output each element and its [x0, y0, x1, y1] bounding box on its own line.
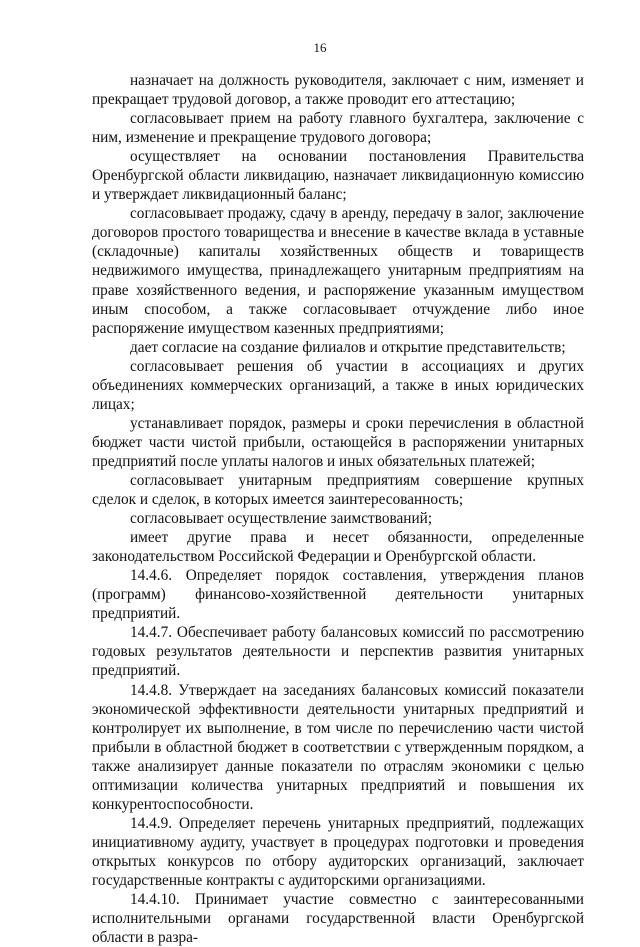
paragraph-branches: дает согласие на создание филиалов и открытие представительств; [130, 338, 566, 356]
paragraph-profit-transfer: устанавливает порядок, размеры и сроки перечисления в областной бюджет части чистой прибыли, остающейся в распоряжении унитарных предприятий после уплаты налогов и иных обязательных платежей; [92, 414, 584, 470]
paragraph-borrowings: согласовывает осуществление заимствований; [130, 510, 433, 528]
paragraph-associations: согласовывает решения об участии в ассоциациях и других объединениях коммерческих организаций, а также в иных юридических лицах; [92, 357, 584, 413]
paragraph-other-rights: имеет другие права и несет обязанности, определенные законодательством Российской Федерации и Оренбургской области. [92, 529, 584, 566]
paragraph-14-4-7: 14.4.7. Обеспечивает работу балансовых комиссий по рассмотрению годовых результатов деятельности и перспектив развития унитарных предприятий. [92, 624, 584, 680]
paragraph-chief-accountant: согласовывает прием на работу главного бухгалтера, заключение с ним, изменение и прекращение трудового договора; [92, 110, 584, 147]
paragraph-14-4-9: 14.4.9. Определяет перечень унитарных предприятий, подлежащих инициативному аудиту, участвует в процедурах подготовки и проведения открытых конкурсов по отбору аудиторских организаций, заключает государственные контракты с аудиторскими организациями. [92, 814, 584, 889]
page-number: 16 [313, 40, 327, 55]
paragraph-14-4-6: 14.4.6. Определяет порядок составления, утверждения планов (программ) финансово-хозяйственной деятельности унитарных предприятий. [92, 567, 584, 623]
paragraph-major-deals: согласовывает унитарным предприятиям совершение крупных сделок и сделок, в которых имеется заинтересованность; [92, 471, 584, 509]
paragraph-liquidation: осуществляет на основании постановления Правительства Оренбургской области ликвидацию, назначает ликвидационную комиссию и утверждает ликвидационный баланс; [92, 148, 584, 204]
paragraph-appoints-director: назначает на должность руководителя, заключает с ним, изменяет и прекращает трудовой договор, а также проводит его аттестацию; [92, 72, 584, 109]
document-body [92, 71, 584, 947]
paragraph-14-4-8: 14.4.8. Утверждает на заседаниях балансовых комиссий показатели экономической эффективности деятельности унитарных предприятий и контролирует их выполнение, в том числе по перечислению части чистой прибыли в областной бюджет в соответствии с утвержденным порядком, а также анализирует данные показатели по отраслям экономики с целью оптимизации количества унитарных предприятий и повышения их конкурентоспособности. [92, 681, 584, 813]
paragraph-property-disposal: согласовывает продажу, сдачу в аренду, передачу в залог, заключение договоров простого товарищества и внесение в качестве вклада в уставные (складочные) капиталы хозяйственных обществ и товариществ недвижимого имущества, принадлежащего унитарным предприятиям на праве хозяйственного ведения, и распоряжение указанным имуществом иным способом, а также согласовывает отчуждение либо иное распоряжение имуществом казенных предприятиями; [92, 205, 584, 337]
paragraph-14-4-10: 14.4.10. Принимает участие совместно с заинтересованными исполнительными органами государственной власти Оренбургской области в разра- [92, 891, 584, 947]
